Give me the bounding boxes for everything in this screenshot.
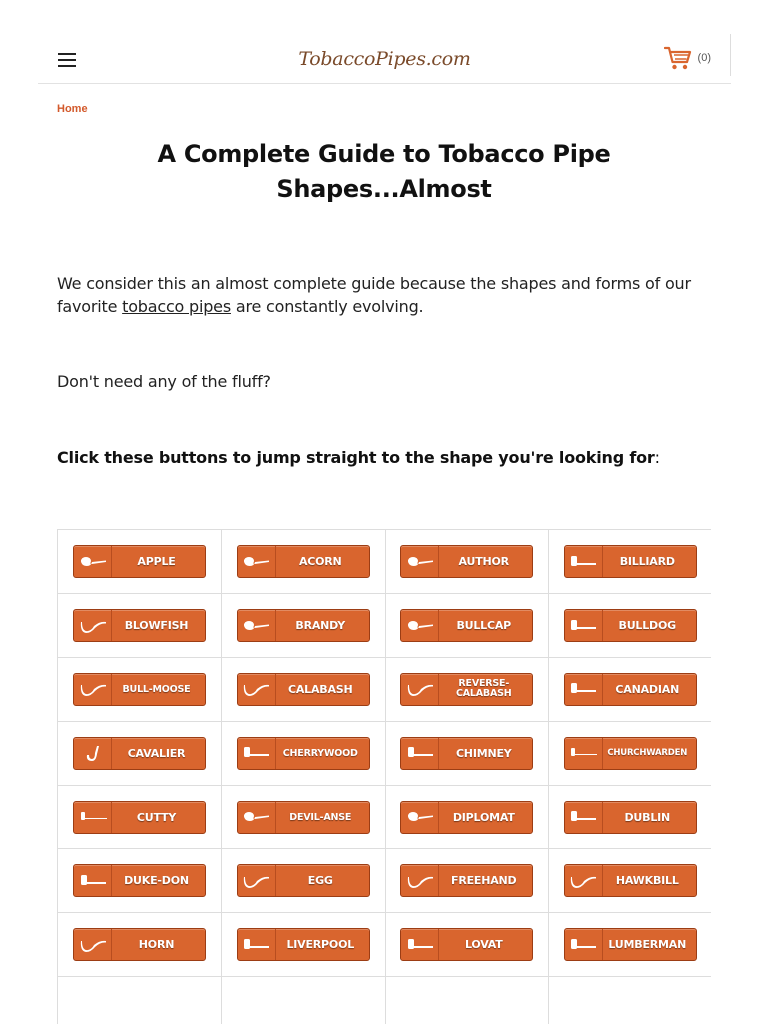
shape-cell	[385, 785, 549, 849]
shape-button-label: FREEHAND	[451, 874, 517, 888]
shape-cell	[385, 721, 549, 785]
cutty-pipe-icon	[74, 802, 112, 833]
shopping-cart-icon	[664, 45, 692, 71]
shape-cell	[549, 849, 712, 913]
shape-button-label: AUTHOR	[458, 555, 509, 569]
shape-button-label: ACORN	[298, 555, 342, 569]
horn-pipe-icon	[74, 929, 112, 960]
jump-instructions	[57, 446, 717, 469]
shape-button-devil-anse[interactable]	[237, 801, 370, 834]
shape-button-apple[interactable]	[73, 545, 206, 578]
shape-button-label: LUMBERMAN	[608, 938, 687, 952]
shape-cell	[58, 849, 222, 913]
intro-text: We consider this an almost complete guide because the shapes and forms of our favorite	[57, 274, 691, 316]
author-pipe-icon	[401, 546, 439, 577]
shape-button-lumberman[interactable]	[564, 928, 697, 961]
shape-button-label: REVERSE- CALABASH	[455, 678, 512, 700]
shape-button-label: DUKE-DON	[124, 874, 189, 888]
shape-button-label: DIPLOMAT	[452, 810, 515, 824]
shape-button-brandy[interactable]	[237, 609, 370, 642]
shape-cell	[222, 849, 386, 913]
blowfish-pipe-icon	[74, 610, 112, 641]
shape-row	[58, 594, 711, 658]
shape-button-bullcap[interactable]	[400, 609, 533, 642]
intro-text-end: are constantly evolving.	[230, 297, 424, 316]
shape-cell	[549, 721, 712, 785]
shape-cell	[58, 721, 222, 785]
jump-instructions-bold: Click these buttons to jump straight to the shape you're looking for	[57, 448, 655, 467]
brandy-pipe-icon	[238, 610, 276, 641]
shape-button-label: BULLCAP	[456, 619, 512, 633]
shape-button-label: BRANDY	[295, 619, 346, 633]
header-divider	[730, 34, 731, 76]
canadian-pipe-icon	[565, 674, 603, 705]
dublin-pipe-icon	[565, 802, 603, 833]
shape-cell	[549, 530, 712, 594]
shape-button-label: DUBLIN	[624, 810, 671, 824]
bulldog-pipe-icon	[565, 610, 603, 641]
lumberman-pipe-icon	[565, 929, 603, 960]
tobacco-pipes-link[interactable]: tobacco pipes	[122, 297, 231, 316]
shape-button-label: HAWKBILL	[615, 874, 679, 888]
reverse-calabash-pipe-icon	[401, 674, 439, 705]
shape-cell	[58, 913, 222, 977]
shape-button-label: CHERRYWOOD	[282, 747, 358, 759]
shape-cell	[58, 785, 222, 849]
shape-cell	[58, 658, 222, 722]
fluff-paragraph: Don't need any of the fluff?	[57, 372, 271, 391]
shape-cell	[222, 785, 386, 849]
shape-button-label: CHURCHWARDEN	[607, 747, 688, 758]
freehand-pipe-icon	[401, 865, 439, 896]
calabash-pipe-icon	[238, 674, 276, 705]
shape-cell	[222, 913, 386, 977]
devil-anse-pipe-icon	[238, 802, 276, 833]
lovat-pipe-icon	[401, 929, 439, 960]
shape-button-label: CALABASH	[287, 682, 353, 696]
shape-cell	[549, 977, 712, 1024]
hawkbill-pipe-icon	[565, 865, 603, 896]
shape-cell	[385, 977, 549, 1024]
shape-row	[58, 721, 711, 785]
shape-button-label: LOVAT	[464, 938, 503, 952]
shape-button-bulldog[interactable]	[564, 609, 697, 642]
shape-button-chimney[interactable]	[400, 737, 533, 770]
shape-row	[58, 849, 711, 913]
duke-don-pipe-icon	[74, 865, 112, 896]
shape-button-duke-don[interactable]	[73, 864, 206, 897]
shape-row	[58, 977, 711, 1024]
site-header	[38, 34, 731, 84]
shape-button-label: BLOWFISH	[124, 619, 189, 633]
shape-button-label: BULLDOG	[618, 619, 676, 633]
shape-button-author[interactable]	[400, 545, 533, 578]
shape-button-diplomat[interactable]	[400, 801, 533, 834]
shape-button-label: BULL-MOOSE	[122, 683, 191, 695]
page-title: A Complete Guide to Tobacco Pipe Shapes...Almost	[157, 140, 611, 203]
shape-cell	[222, 594, 386, 658]
shape-button-churchwarden[interactable]	[564, 737, 697, 770]
shape-button-label: APPLE	[137, 555, 176, 569]
cart-button[interactable]	[664, 45, 711, 71]
liverpool-pipe-icon	[238, 929, 276, 960]
shape-button-bull-moose[interactable]	[73, 673, 206, 706]
shape-button-canadian[interactable]	[564, 673, 697, 706]
shape-button-label: LIVERPOOL	[286, 938, 355, 952]
shape-button-horn[interactable]	[73, 928, 206, 961]
apple-pipe-icon	[74, 546, 112, 577]
shape-row	[58, 913, 711, 977]
shape-table	[58, 530, 711, 1024]
shape-button-hawkbill[interactable]	[564, 864, 697, 897]
shape-cell	[58, 530, 222, 594]
chimney-pipe-icon	[401, 738, 439, 769]
shape-button-label: BILLIARD	[619, 555, 675, 569]
bullcap-pipe-icon	[401, 610, 439, 641]
shape-cell	[549, 785, 712, 849]
shape-button-dublin[interactable]	[564, 801, 697, 834]
shape-button-label: CUTTY	[136, 810, 177, 824]
shape-button-label: CANADIAN	[615, 682, 680, 696]
billiard-pipe-icon	[565, 546, 603, 577]
egg-pipe-icon	[238, 865, 276, 896]
shape-button-cutty[interactable]	[73, 801, 206, 834]
shape-button-reverse-calabash[interactable]	[400, 673, 533, 706]
shape-cell	[222, 530, 386, 594]
site-logo[interactable]: TobaccoPipes.com	[298, 48, 471, 70]
shape-cell	[549, 658, 712, 722]
shape-button-label: EGG	[307, 874, 333, 888]
shape-button-billiard[interactable]	[564, 545, 697, 578]
jump-instructions-colon: :	[654, 448, 660, 467]
shape-button-label: HORN	[138, 938, 175, 952]
shape-cell	[385, 849, 549, 913]
shape-cell	[222, 658, 386, 722]
shape-button-acorn[interactable]	[237, 545, 370, 578]
shape-cell	[549, 913, 712, 977]
shape-cell	[222, 721, 386, 785]
shape-cell	[385, 658, 549, 722]
shape-button-egg[interactable]	[237, 864, 370, 897]
shape-button-liverpool[interactable]	[237, 928, 370, 961]
shape-button-blowfish[interactable]	[73, 609, 206, 642]
acorn-pipe-icon	[238, 546, 276, 577]
shape-cell	[222, 977, 386, 1024]
shape-row	[58, 530, 711, 594]
diplomat-pipe-icon	[401, 802, 439, 833]
shape-button-lovat[interactable]	[400, 928, 533, 961]
shape-row	[58, 785, 711, 849]
shape-cell	[58, 977, 222, 1024]
shape-row	[58, 658, 711, 722]
shape-cell	[385, 913, 549, 977]
shape-button-freehand[interactable]	[400, 864, 533, 897]
churchwarden-pipe-icon	[565, 738, 603, 769]
shape-button-label: CHIMNEY	[455, 746, 512, 760]
shape-cell	[385, 594, 549, 658]
cart-count: (0)	[697, 52, 711, 64]
shape-button-cavalier[interactable]	[73, 737, 206, 770]
shape-cell	[549, 594, 712, 658]
shape-buttons-grid	[57, 529, 711, 1024]
shape-button-label: CAVALIER	[127, 746, 186, 760]
shape-cell	[385, 530, 549, 594]
cavalier-pipe-icon	[74, 738, 112, 769]
shape-button-calabash[interactable]	[237, 673, 370, 706]
shape-cell	[58, 594, 222, 658]
shape-button-cherrywood[interactable]	[237, 737, 370, 770]
bull-moose-pipe-icon	[74, 674, 112, 705]
intro-paragraph	[57, 272, 717, 318]
cherrywood-pipe-icon	[238, 738, 276, 769]
shape-button-label: DEVIL-ANSE	[289, 811, 352, 823]
breadcrumb-home[interactable]: Home	[57, 103, 88, 115]
